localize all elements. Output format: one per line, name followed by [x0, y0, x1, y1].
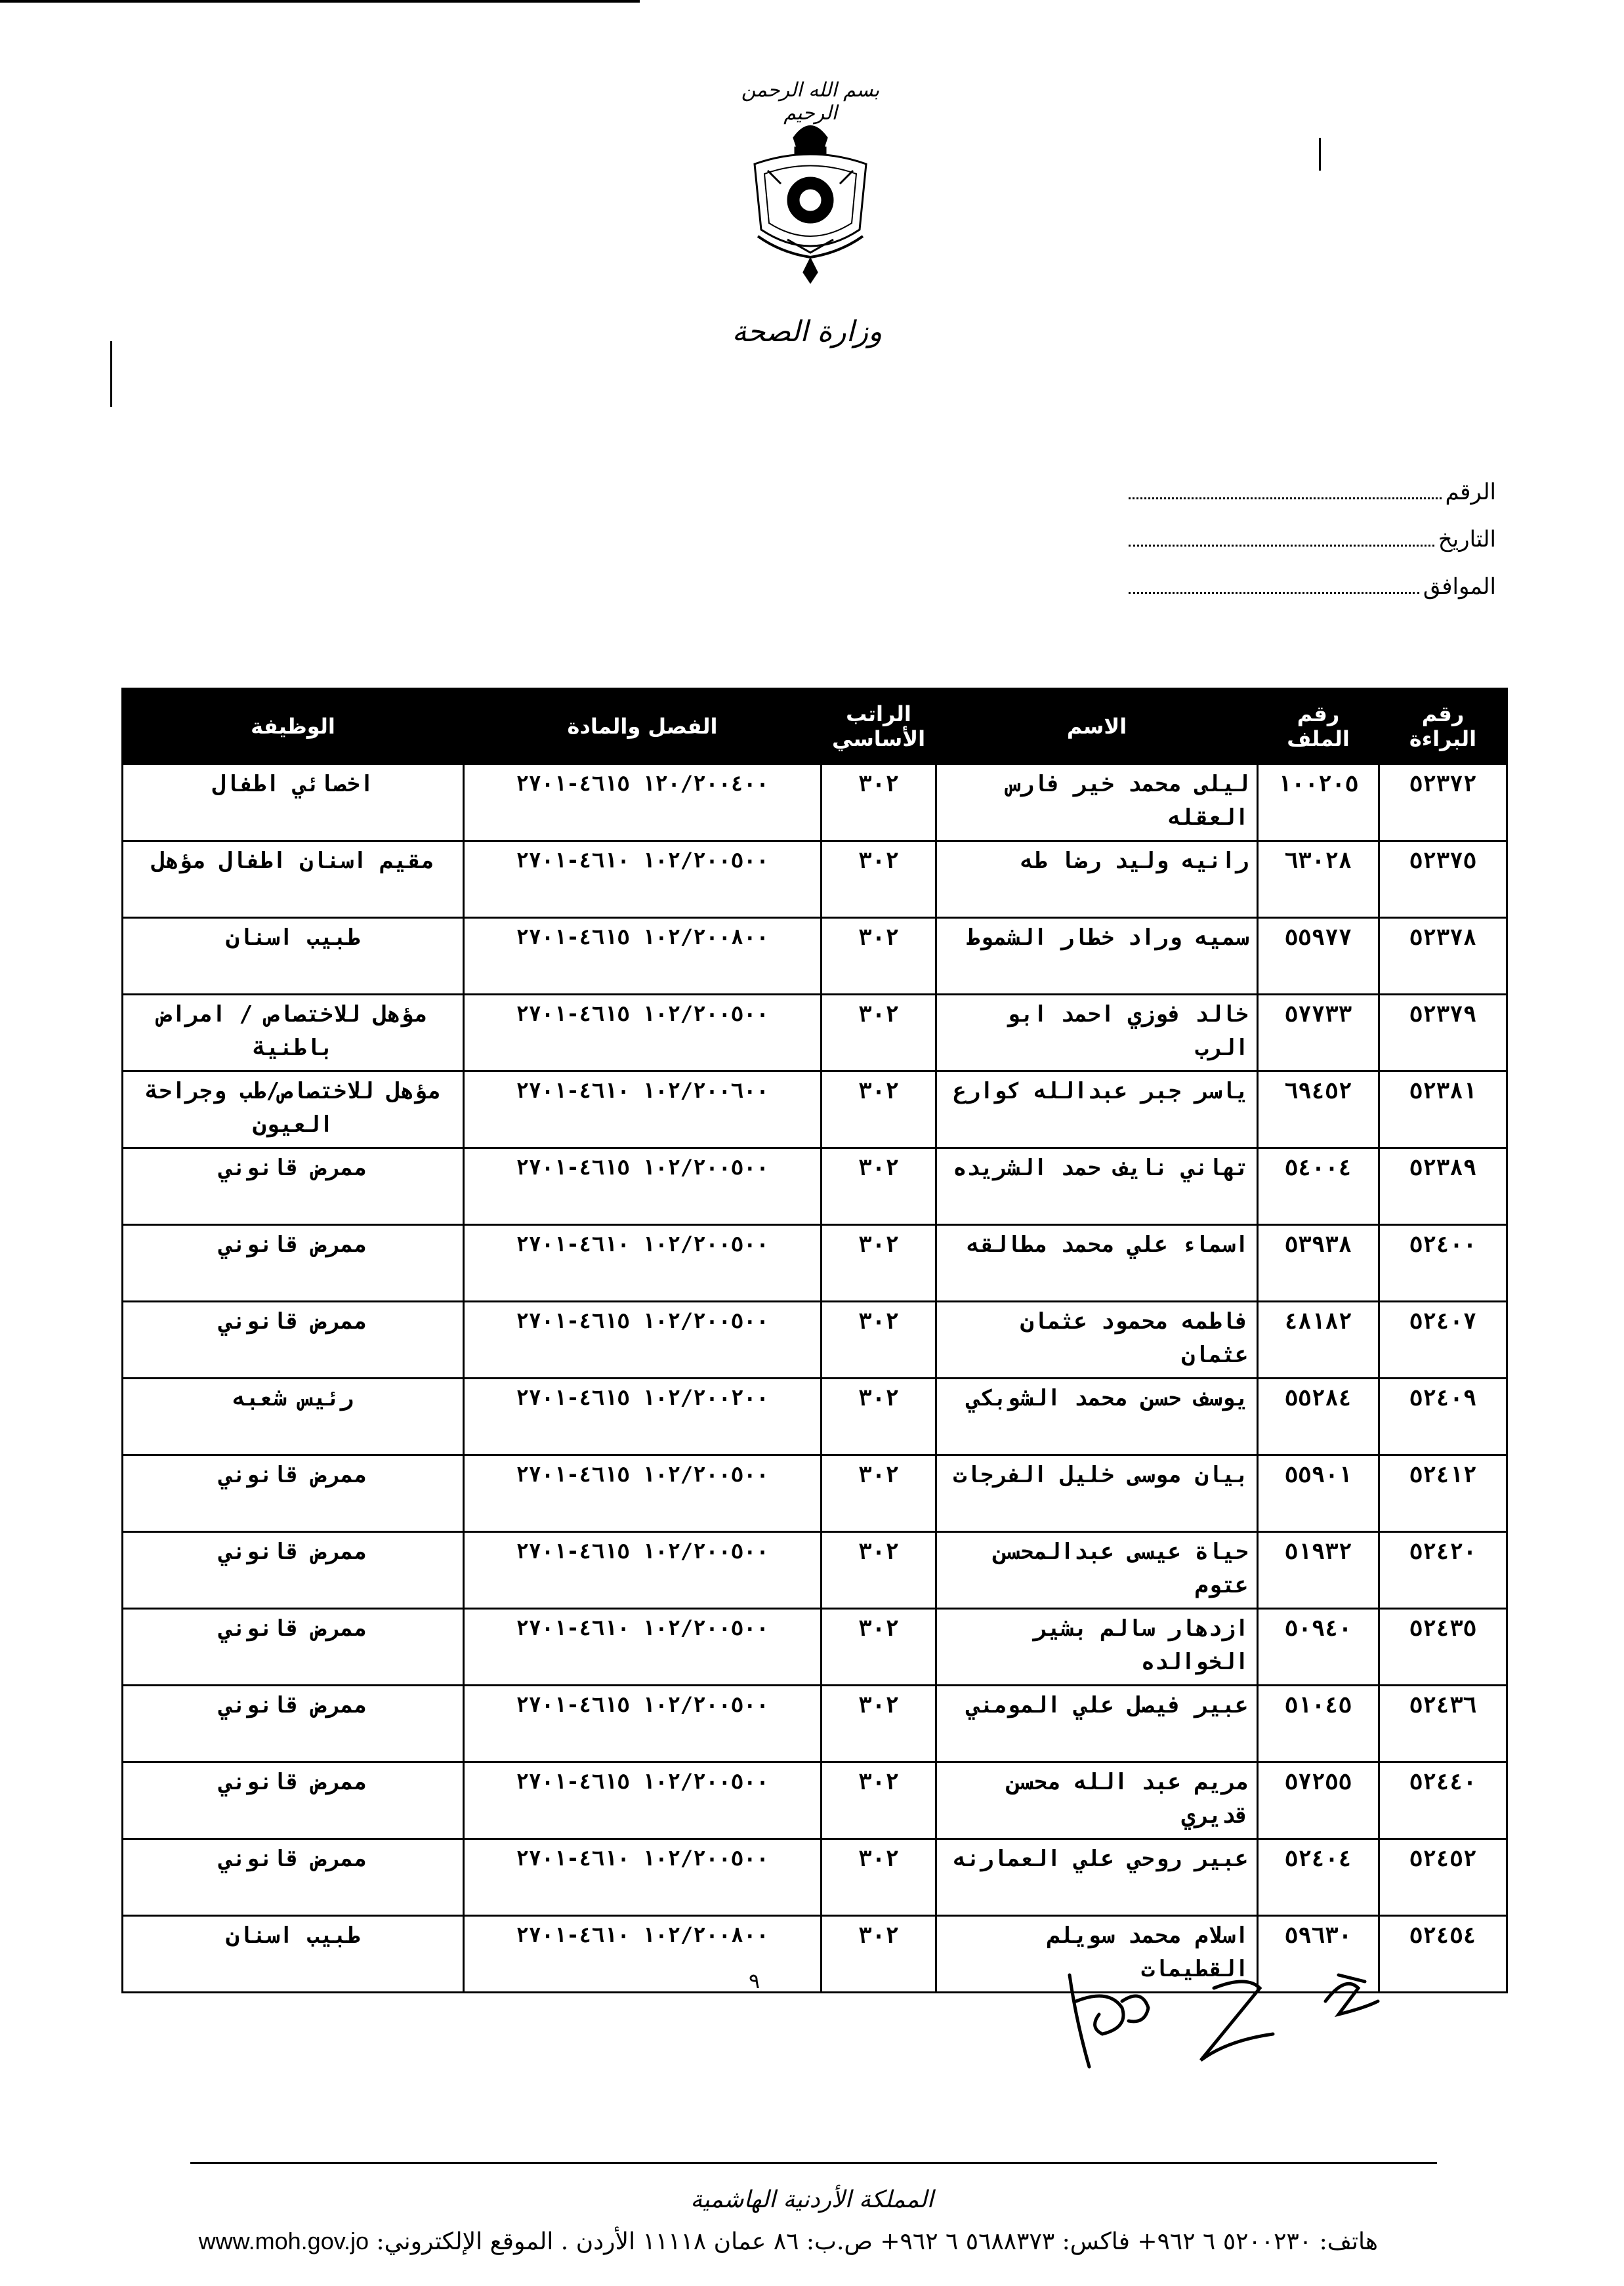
file-number-cell: ٥٧٢٥٥: [1258, 1762, 1379, 1839]
employee-name-cell: مريم عبد الله محسن قديري: [936, 1762, 1258, 1839]
table-row: [123, 918, 1507, 995]
chapter-article-cell: ١٠٢/٢٠٠٥٠٠ ٤٦١٥-٢٧٠١: [464, 1455, 822, 1532]
job-title-cell: ممرض قانوني: [123, 1225, 464, 1302]
chapter-article-cell: ١٠٢/٢٠٠٥٠٠ ٤٦١٥-٢٧٠١: [464, 1532, 822, 1609]
date-label: التاريخ: [1438, 526, 1496, 552]
chapter-article-cell: ١٠٢/٢٠٠٢٠٠ ٤٦١٥-٢٧٠١: [464, 1379, 822, 1455]
basic-salary-cell: ٣٠٢: [822, 764, 936, 841]
certificate-number-cell: ٥٢٤٠٩: [1379, 1379, 1507, 1455]
margin-mark: [110, 341, 112, 407]
reference-number-label: الرقم: [1445, 479, 1496, 505]
file-number-cell: ٥١٠٤٥: [1258, 1686, 1379, 1762]
table-row: [123, 1379, 1507, 1455]
file-number-cell: ٥٥٩٧٧: [1258, 918, 1379, 995]
basic-salary-cell: ٣٠٢: [822, 1839, 936, 1916]
employee-name-cell: خالد فوزي احمد ابو الرب: [936, 995, 1258, 1071]
reference-number-field: [1129, 479, 1496, 505]
file-number-cell: ٥٧٧٣٣: [1258, 995, 1379, 1071]
basic-salary-cell: ٣٠٢: [822, 1225, 936, 1302]
table-row: [123, 1839, 1507, 1916]
employee-name-cell: بيان موسى خليل الفرجات: [936, 1455, 1258, 1532]
jordan-coat-of-arms-icon: [741, 112, 879, 289]
file-number-cell: ٥٢٤٠٤: [1258, 1839, 1379, 1916]
table-row: [123, 1686, 1507, 1762]
column-header-job-title: الوظيفة: [123, 689, 464, 764]
basic-salary-cell: ٣٠٢: [822, 995, 936, 1071]
job-title-cell: ممرض قانوني: [123, 1302, 464, 1379]
chapter-article-cell: ١٠٢/٢٠٠٥٠٠ ٤٦١٠-٢٧٠١: [464, 1609, 822, 1686]
certificate-number-cell: ٥٢٣٧٩: [1379, 995, 1507, 1071]
certificate-number-cell: ٥٢٣٨١: [1379, 1071, 1507, 1148]
chapter-article-cell: ١٠٢/٢٠٠٥٠٠ ٤٦١٥-٢٧٠١: [464, 995, 822, 1071]
table-row: [123, 1148, 1507, 1225]
column-header-file-number: رقم الملف: [1258, 689, 1379, 764]
footer-website-link[interactable]: www.moh.gov.jo: [198, 2228, 369, 2255]
job-title-cell: مؤهل للاختصاص / امراض باطنية: [123, 995, 464, 1071]
page-number: ٩: [748, 1968, 761, 1993]
table-row: [123, 1609, 1507, 1686]
table-row: [123, 1762, 1507, 1839]
job-title-cell: ممرض قانوني: [123, 1148, 464, 1225]
certificate-number-cell: ٥٢٤٤٠: [1379, 1762, 1507, 1839]
table-row: [123, 1532, 1507, 1609]
employee-name-cell: اسلام محمد سويلم القطيمات: [936, 1916, 1258, 1993]
table-header-row: [123, 689, 1507, 764]
job-title-cell: ممرض قانوني: [123, 1762, 464, 1839]
chapter-article-cell: ١٠٢/٢٠٠٥٠٠ ٤٦١٠-٢٧٠١: [464, 841, 822, 918]
file-number-cell: ٥٥٩٠١: [1258, 1455, 1379, 1532]
table-row: [123, 995, 1507, 1071]
chapter-article-cell: ١٠٢/٢٠٠٥٠٠ ٤٦١٠-٢٧٠١: [464, 1839, 822, 1916]
basic-salary-cell: ٣٠٢: [822, 1686, 936, 1762]
table-row: [123, 1225, 1507, 1302]
employee-name-cell: اسماء علي محمد مطالقه: [936, 1225, 1258, 1302]
file-number-cell: ١٠٠٢٠٥: [1258, 764, 1379, 841]
job-title-cell: ممرض قانوني: [123, 1532, 464, 1609]
dotted-line: [1129, 538, 1434, 547]
certificate-number-cell: ٥٢٤٢٠: [1379, 1532, 1507, 1609]
certificate-number-cell: ٥٢٤٣٥: [1379, 1609, 1507, 1686]
certificate-number-cell: ٥٢٤١٢: [1379, 1455, 1507, 1532]
job-title-cell: مؤهل للاختصاص/طب وجراحة العيون: [123, 1071, 464, 1148]
employee-name-cell: عبير روحي علي العمارنه: [936, 1839, 1258, 1916]
certificate-number-cell: ٥٢٣٧٥: [1379, 841, 1507, 918]
dotted-line: [1129, 585, 1419, 594]
chapter-article-cell: ١٠٢/٢٠٠٥٠٠ ٤٦١٥-٢٧٠١: [464, 1148, 822, 1225]
basic-salary-cell: ٣٠٢: [822, 1148, 936, 1225]
certificate-number-cell: ٥٢٤٠٧: [1379, 1302, 1507, 1379]
certificate-number-cell: ٥٢٤٣٦: [1379, 1686, 1507, 1762]
table-row: [123, 764, 1507, 841]
corresponding-date-label: الموافق: [1423, 573, 1496, 600]
employee-name-cell: عبير فيصل علي المومني: [936, 1686, 1258, 1762]
dotted-line: [1129, 491, 1442, 499]
employee-table: [121, 688, 1508, 1993]
footer-country: المملكة الأردنية الهاشمية: [690, 2186, 934, 2213]
footer-contact-details: هاتف: ٥٢٠٠٢٣٠ ٦ ٩٦٢+ فاكس: ٥٦٨٨٣٧٣ ٦ ٩٦٢+ ص.ب: ٨٦ عمان ١١١١٨ الأردن . الموقع الإلكتروني:: [376, 2228, 1378, 2255]
table-row: [123, 1302, 1507, 1379]
column-header-basic-salary: الراتب الأساسي: [822, 689, 936, 764]
file-number-cell: ٥٠٩٤٠: [1258, 1609, 1379, 1686]
certificate-number-cell: ٥٢٣٧٨: [1379, 918, 1507, 995]
employee-name-cell: حياة عيسى عبدالمحسن عتوم: [936, 1532, 1258, 1609]
file-number-cell: ٥٥٢٨٤: [1258, 1379, 1379, 1455]
employee-name-cell: فاطمه محمود عثمان عثمان: [936, 1302, 1258, 1379]
chapter-article-cell: ١٠٢/٢٠٠٥٠٠ ٤٦١٥-٢٧٠١: [464, 1302, 822, 1379]
job-title-cell: ممرض قانوني: [123, 1686, 464, 1762]
file-number-cell: ٥١٩٣٢: [1258, 1532, 1379, 1609]
job-title-cell: رئيس شعبه: [123, 1379, 464, 1455]
margin-mark: [1319, 138, 1321, 171]
file-number-cell: ٥٣٩٣٨: [1258, 1225, 1379, 1302]
top-edge-rule: [0, 0, 640, 3]
basic-salary-cell: ٣٠٢: [822, 841, 936, 918]
footer-contact: [198, 2228, 1378, 2255]
file-number-cell: ٥٤٠٠٤: [1258, 1148, 1379, 1225]
basic-salary-cell: ٣٠٢: [822, 1532, 936, 1609]
employee-name-cell: تهاني نايف حمد الشريده: [936, 1148, 1258, 1225]
basic-salary-cell: ٣٠٢: [822, 1071, 936, 1148]
chapter-article-cell: ١٠٢/٢٠٠٦٠٠ ٤٦١٠-٢٧٠١: [464, 1071, 822, 1148]
employee-name-cell: يوسف حسن محمد الشوبكي: [936, 1379, 1258, 1455]
basmala: بسم الله الرحمن الرحيم: [741, 79, 880, 125]
job-title-cell: ممرض قانوني: [123, 1455, 464, 1532]
certificate-number-cell: ٥٢٣٨٩: [1379, 1148, 1507, 1225]
file-number-cell: ٤٨١٨٢: [1258, 1302, 1379, 1379]
column-header-name: الاسم: [936, 689, 1258, 764]
footer-rule: [190, 2162, 1437, 2164]
chapter-article-cell: ١٠٢/٢٠٠٥٠٠ ٤٦١٠-٢٧٠١: [464, 1225, 822, 1302]
employee-name-cell: رانيه وليد رضا طه: [936, 841, 1258, 918]
file-number-cell: ٥٩٦٣٠: [1258, 1916, 1379, 1993]
file-number-cell: ٦٩٤٥٢: [1258, 1071, 1379, 1148]
table-row: [123, 1455, 1507, 1532]
column-header-chapter-article: الفصل والمادة: [464, 689, 822, 764]
basic-salary-cell: ٣٠٢: [822, 1455, 936, 1532]
date-field: [1129, 526, 1496, 552]
file-number-cell: ٦٣٠٢٨: [1258, 841, 1379, 918]
basic-salary-cell: ٣٠٢: [822, 1762, 936, 1839]
certificate-number-cell: ٥٢٤٥٢: [1379, 1839, 1507, 1916]
chapter-article-cell: ١٠٢/٢٠٠٥٠٠ ٤٦١٥-٢٧٠١: [464, 1762, 822, 1839]
table-row: [123, 1071, 1507, 1148]
column-header-certificate-number: رقم البراءة: [1379, 689, 1507, 764]
basic-salary-cell: ٣٠٢: [822, 1379, 936, 1455]
handwritten-signatures: [1050, 1962, 1417, 2080]
basic-salary-cell: ٣٠٢: [822, 1916, 936, 1993]
employee-name-cell: سميه وراد خطار الشموط: [936, 918, 1258, 995]
certificate-number-cell: ٥٢٤٠٠: [1379, 1225, 1507, 1302]
job-title-cell: ممرض قانوني: [123, 1609, 464, 1686]
job-title-cell: ممرض قانوني: [123, 1839, 464, 1916]
chapter-article-cell: ١٠٢/٢٠٠٥٠٠ ٤٦١٥-٢٧٠١: [464, 1686, 822, 1762]
chapter-article-cell: ١٢٠/٢٠٠٤٠٠ ٤٦١٥-٢٧٠١: [464, 764, 822, 841]
ministry-title: وزارة الصحة: [732, 315, 883, 348]
chapter-article-cell: ١٠٢/٢٠٠٨٠٠ ٤٦١٠-٢٧٠١: [464, 1916, 822, 1993]
chapter-article-cell: ١٠٢/٢٠٠٨٠٠ ٤٦١٥-٢٧٠١: [464, 918, 822, 995]
basic-salary-cell: ٣٠٢: [822, 918, 936, 995]
employee-name-cell: ياسر جبر عبدالله كوارع: [936, 1071, 1258, 1148]
job-title-cell: اخصائي اطفال: [123, 764, 464, 841]
employee-name-cell: ليلى محمد خير فارس العقله: [936, 764, 1258, 841]
table-row: [123, 841, 1507, 918]
job-title-cell: طبيب اسنان: [123, 1916, 464, 1993]
job-title-cell: مقيم اسنان اطفال مؤهل: [123, 841, 464, 918]
basic-salary-cell: ٣٠٢: [822, 1609, 936, 1686]
basic-salary-cell: ٣٠٢: [822, 1302, 936, 1379]
certificate-number-cell: ٥٢٣٧٢: [1379, 764, 1507, 841]
certificate-number-cell: ٥٢٤٥٤: [1379, 1916, 1507, 1993]
job-title-cell: طبيب اسنان: [123, 918, 464, 995]
employee-name-cell: ازدهار سالم بشير الخوالده: [936, 1609, 1258, 1686]
corresponding-date-field: [1129, 573, 1496, 600]
